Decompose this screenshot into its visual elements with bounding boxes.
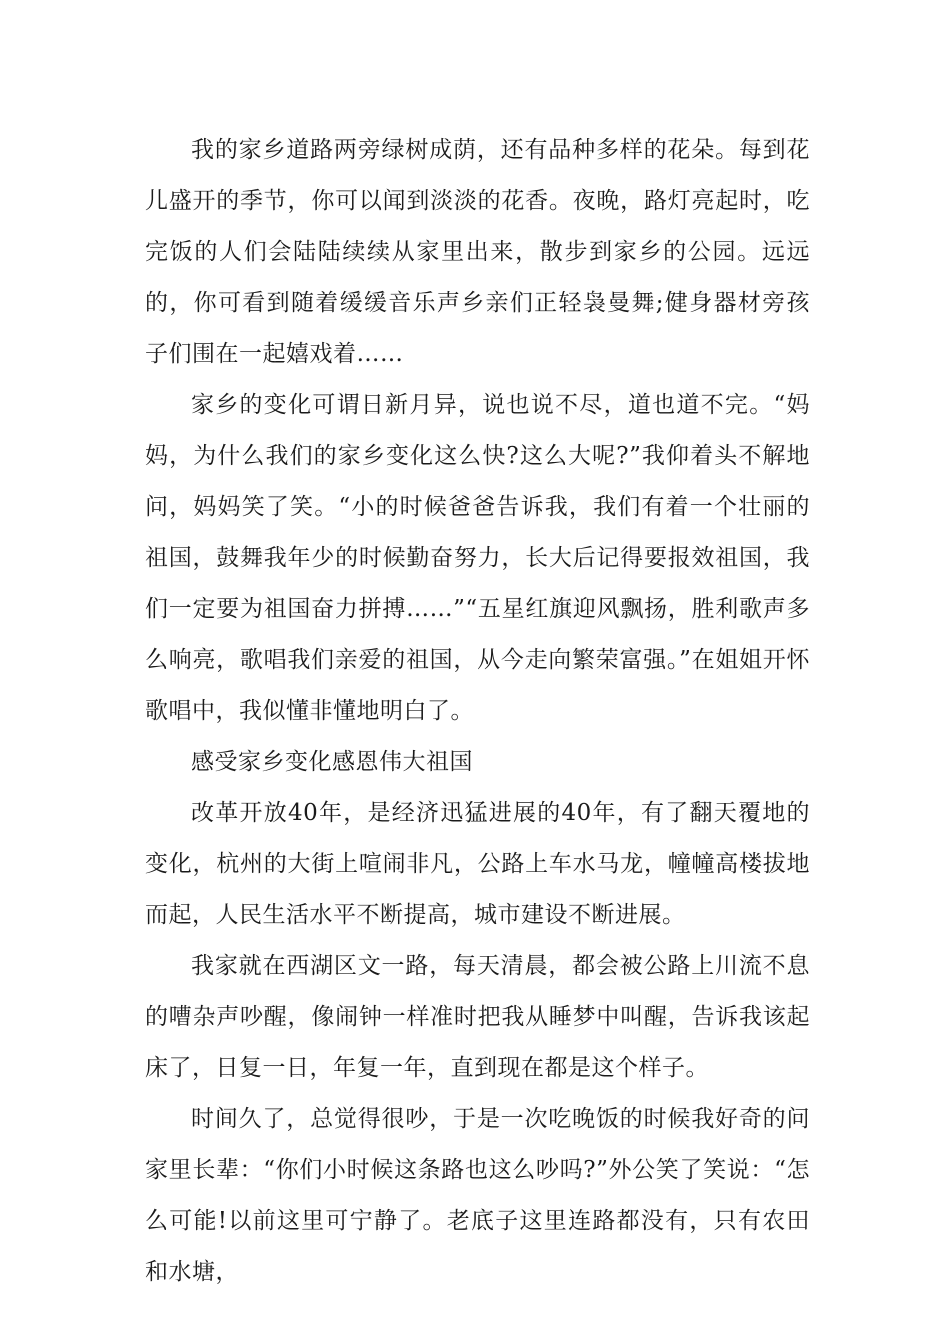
paragraph-2: 家乡的变化可谓日新月异，说也说不尽，道也道不完。“妈妈，为什么我们的家乡变化这么快?这么大呢?”我仰着头不解地问，妈妈笑了笑。“小的时候爸爸告诉我，我们有着一个壮丽的祖国，鼓舞我年少的时候勤奋努力，长大后记得要报效祖国，我们一定要为祖国奋力拼搏……”“五星红旗迎风飘扬，胜利歌声多么响亮，歌唱我们亲爱的祖国，从今走向繁荣富强。”在姐姐开怀歌唱中，我似懂非懂地明白了。 bbox=[145, 392, 810, 724]
document-body bbox=[145, 125, 810, 1298]
section-heading: 感受家乡变化感恩伟大祖国 bbox=[191, 749, 473, 775]
paragraph-1: 我的家乡道路两旁绿树成荫，还有品种多样的花朵。每到花儿盛开的季节，你可以闻到淡淡的花香。夜晚，路灯亮起时，吃完饭的人们会陆陆续续从家里出来，散步到家乡的公园。远远的，你可看到随着缓缓音乐声乡亲们正轻袅曼舞;健身器材旁孩子们围在一起嬉戏着…… bbox=[145, 137, 810, 367]
paragraph-5: 时间久了，总觉得很吵，于是一次吃晚饭的时候我好奇的问家里长辈：“你们小时候这条路也这么吵吗?”外公笑了笑说：“怎么可能!以前这里可宁静了。老底子这里连路都没有，只有农田和水塘， bbox=[145, 1106, 810, 1285]
paragraph-3: 改革开放40年，是经济迅猛进展的40年，有了翻天覆地的变化，杭州的大街上喧闹非凡，公路上车水马龙，幢幢高楼拔地而起，人民生活水平不断提高，城市建设不断进展。 bbox=[145, 800, 810, 928]
paragraph-4: 我家就在西湖区文一路，每天清晨，都会被公路上川流不息的嘈杂声吵醒，像闹钟一样准时把我从睡梦中叫醒，告诉我该起床了，日复一日，年复一年，直到现在都是这个样子。 bbox=[145, 953, 810, 1081]
